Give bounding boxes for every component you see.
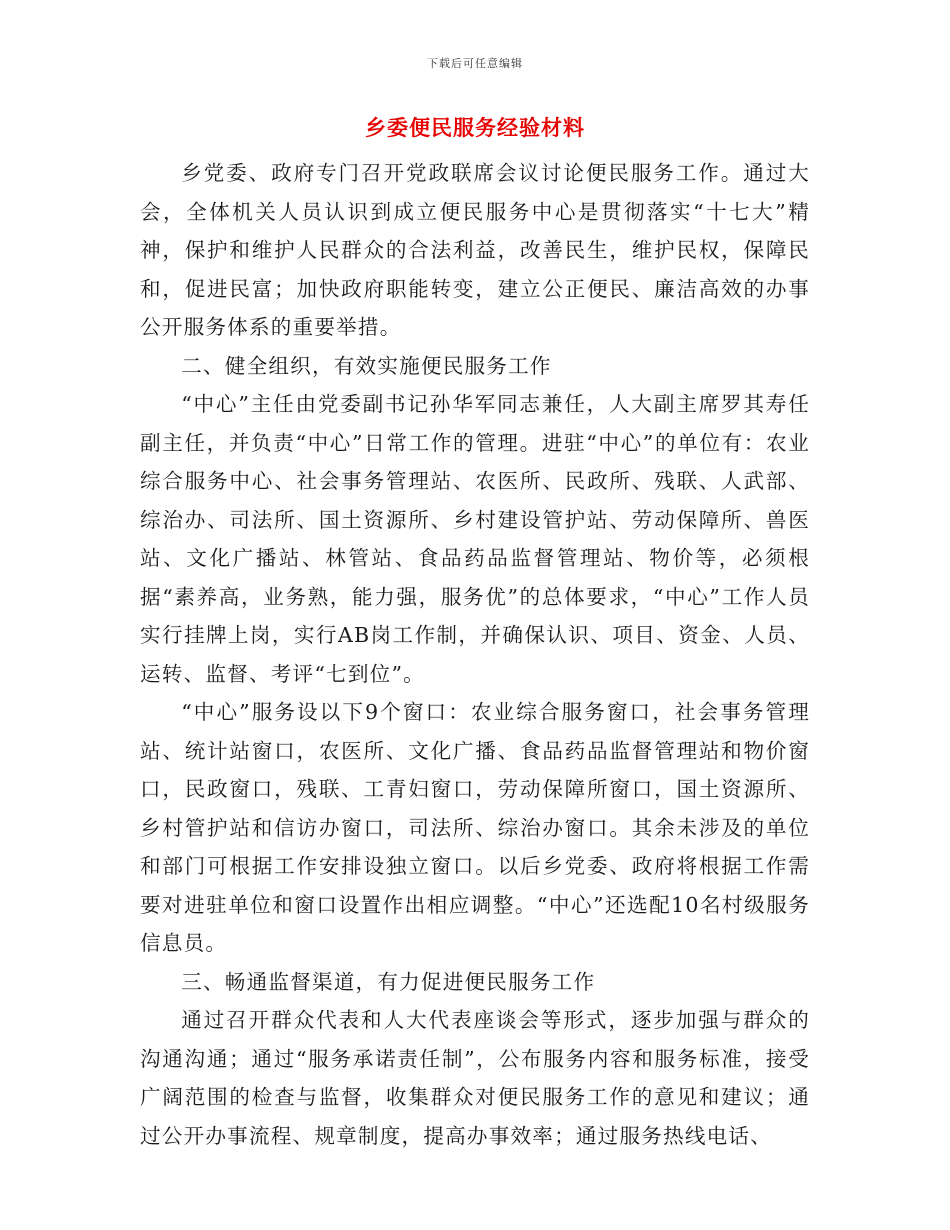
section-heading-3: 三、畅通监督渠道，有力促进便民服务工作: [181, 969, 596, 994]
paragraph-intro: 乡党委、政府专门召开党政联席会议讨论便民服务工作。通过大会，全体机关人员认识到成立便民服务中心是贯彻落实“十七大”精神，保护和维护人民群众的合法利益，改善民生，维护民权，保障民和，促进民富；加快政府职能转变，建立公正便民、廉洁高效的办事公开服务体系的重要举措。: [140, 161, 810, 339]
document-title: 乡委便民服务经验材料: [365, 115, 585, 140]
header-note: 下载后可任意编辑: [427, 57, 523, 70]
paragraph-supervision: 通过召开群众代表和人大代表座谈会等形式，逐步加强与群众的沟通沟通；通过“服务承诺责任制”，公布服务内容和服务标准，接受广阔范围的检查与监督，收集群众对便民服务工作的意见和建议；通过公开办事流程、规章制度，提高办事效率；通过服务热线电话、: [140, 1008, 810, 1148]
paragraph-center-staffing: “中心”主任由党委副书记孙华军同志兼任，人大副主席罗其寿任副主任，并负责“中心”日常工作的管理。进驻“中心”的单位有：农业综合服务中心、社会事务管理站、农医所、民政所、残联、人武部、综治办、司法所、国土资源所、乡村建设管护站、劳动保障所、兽医站、文化广播站、林管站、食品药品监督管理站、物价等，必须根据“素养高，业务熟，能力强，服务优”的总体要求，“中心”工作人员实行挂牌上岗，实行AB岗工作制，并确保认识、项目、资金、人员、运转、监督、考评“七到位”。: [140, 392, 810, 686]
paragraph-service-windows: “中心”服务设以下9个窗口：农业综合服务窗口，社会事务管理站、统计站窗口，农医所、文化广播、食品药品监督管理站和物价窗口，民政窗口，残联、工青妇窗口，劳动保障所窗口，国土资源所、乡村管护站和信访办窗口，司法所、综治办窗口。其余未涉及的单位和部门可根据工作安排设独立窗口。以后乡党委、政府将根据工作需要对进驻单位和窗口设置作出相应调整。“中心”还选配10名村级服务信息员。: [140, 700, 810, 955]
section-heading-2: 二、健全组织，有效实施便民服务工作: [181, 353, 552, 378]
document-body: [140, 154, 810, 1155]
